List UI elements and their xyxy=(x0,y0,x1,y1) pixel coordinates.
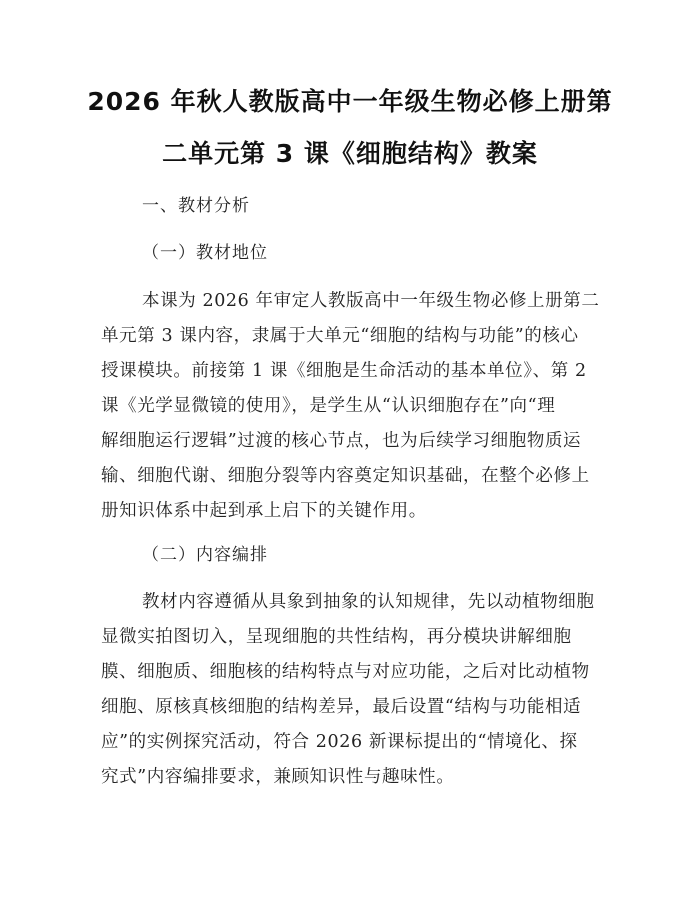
paragraph-2-line-1: 教材内容遵循从具象到抽象的认知规律，先以动植物细胞 xyxy=(142,592,595,612)
paragraph-1-line-6: 输、细胞代谢、细胞分裂等内容奠定知识基础，在整个必修上 xyxy=(101,466,590,486)
subsection-heading-textbook-position: （一）教材地位 xyxy=(142,243,268,263)
section-heading-textbook-analysis: 一、教材分析 xyxy=(142,196,250,216)
paragraph-2-line-4: 细胞、原核真核细胞的结构差异，最后设置“结构与功能相适 xyxy=(101,697,582,717)
subsection-heading-content-arrangement: （二）内容编排 xyxy=(142,545,268,565)
paragraph-1-line-4: 课《光学显微镜的使用》，是学生从“认识细胞存在”向“理 xyxy=(101,396,556,416)
paragraph-1-line-5: 解细胞运行逻辑”过渡的核心节点，也为后续学习细胞物质运 xyxy=(101,431,582,451)
paragraph-2-line-5: 应”的实例探究活动，符合 2026 新课标提出的“情境化、探 xyxy=(101,732,578,752)
paragraph-1-line-1: 本课为 2026 年审定人教版高中一年级生物必修上册第二 xyxy=(142,291,600,311)
document-title-line-1: 2026 年秋人教版高中一年级生物必修上册第 xyxy=(87,87,613,116)
paragraph-1-line-3: 授课模块。前接第 1 课《细胞是生命活动的基本单位》、第 2 xyxy=(101,361,587,381)
paragraph-2-line-3: 膜、细胞质、细胞核的结构特点与对应功能，之后对比动植物 xyxy=(101,662,590,682)
document-title-line-2: 二单元第 3 课《细胞结构》教案 xyxy=(162,139,538,168)
paragraph-2-line-2: 显微实拍图切入，呈现细胞的共性结构，再分模块讲解细胞 xyxy=(101,627,572,647)
paragraph-1-line-2: 单元第 3 课内容，隶属于大单元“细胞的结构与功能”的核心 xyxy=(101,326,579,346)
paragraph-2-line-6: 究式”内容编排要求，兼顾知识性与趣味性。 xyxy=(101,767,455,787)
paragraph-1-line-7: 册知识体系中起到承上启下的关键作用。 xyxy=(101,501,427,521)
